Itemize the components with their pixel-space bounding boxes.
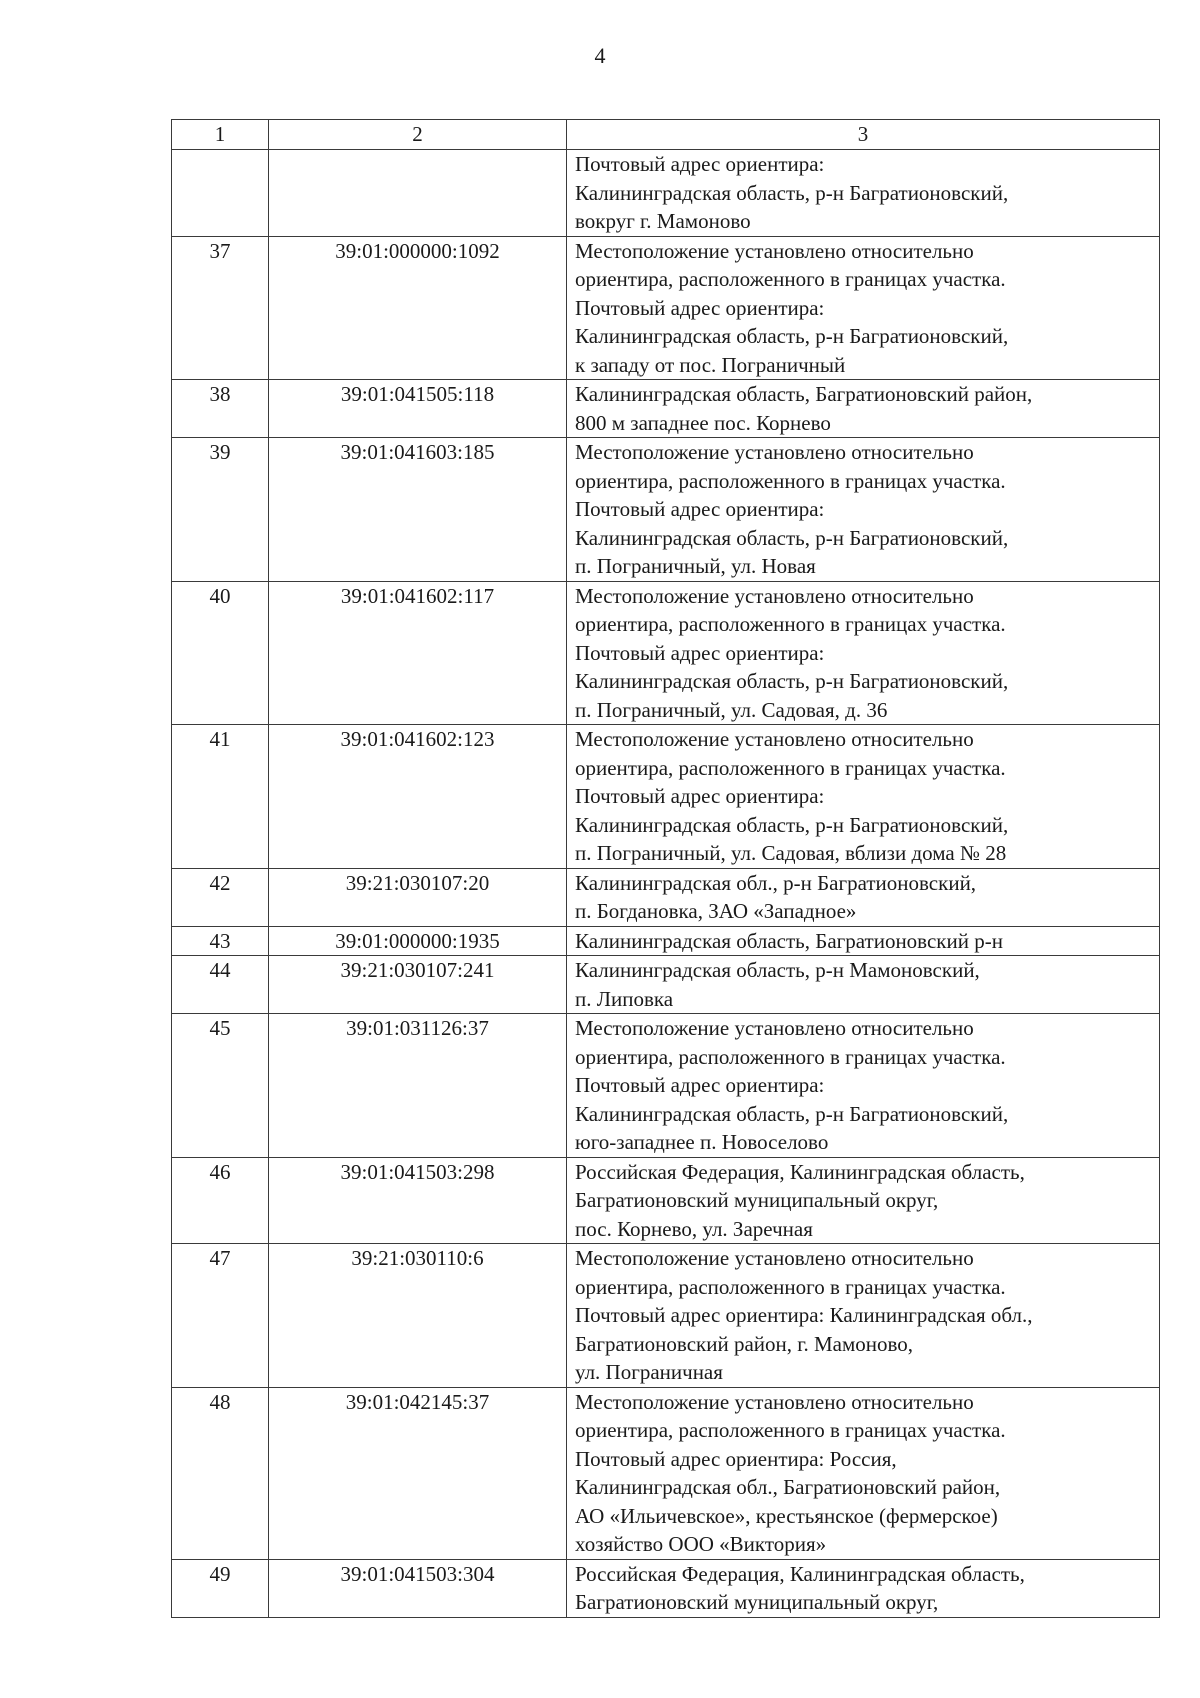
address-cell bbox=[567, 438, 1160, 582]
cadastral-number-cell: 39:01:000000:1935 bbox=[269, 926, 567, 956]
address-line: ул. Пограничная bbox=[575, 1360, 723, 1384]
cadastral-number-cell: 39:01:041603:185 bbox=[269, 438, 567, 582]
address-line: п. Богдановка, ЗАО «Западное» bbox=[575, 899, 857, 923]
address-line: хозяйство ООО «Виктория» bbox=[575, 1532, 827, 1556]
address-cell bbox=[567, 956, 1160, 1014]
cadastral-number-cell: 39:01:031126:37 bbox=[269, 1014, 567, 1158]
address-line: Российская Федерация, Калининградская область, bbox=[575, 1561, 1025, 1586]
row-number-cell bbox=[172, 150, 269, 237]
row-number-cell: 43 bbox=[172, 926, 269, 956]
address-line: к западу от пос. Пограничный bbox=[575, 352, 846, 377]
address-cell bbox=[567, 1244, 1160, 1388]
table-row bbox=[172, 1014, 1160, 1158]
table-row bbox=[172, 236, 1160, 380]
address-line: ориентира, расположенного в границах участка. bbox=[575, 755, 1006, 780]
address-line: вокруг г. Мамоново bbox=[575, 209, 751, 233]
address-line: Почтовый адрес ориентира: Россия, bbox=[575, 1446, 897, 1471]
address-line: ориентира, расположенного в границах участка. bbox=[575, 1044, 1006, 1069]
address-line: Местоположение установлено относительно bbox=[575, 440, 974, 464]
address-line: Калининградская обл., Багратионовский район, bbox=[575, 1475, 1001, 1499]
cadastral-number-cell: 39:01:041503:304 bbox=[269, 1559, 567, 1617]
address-line: Калининградская область, р-н Багратионовский, bbox=[575, 324, 1009, 348]
cadastral-number-cell: 39:01:000000:1092 bbox=[269, 236, 567, 380]
address-line: Почтовый адрес ориентира: bbox=[575, 640, 825, 665]
table-row bbox=[172, 1244, 1160, 1388]
table-row bbox=[172, 581, 1160, 725]
address-line: Калининградская область, р-н Багратионовский, bbox=[575, 180, 1009, 205]
cadastral-number-cell bbox=[269, 150, 567, 237]
address-line: ориентира, расположенного в границах участка. bbox=[575, 267, 1006, 291]
row-number-cell: 45 bbox=[172, 1014, 269, 1158]
address-line: Местоположение установлено относительно bbox=[575, 1389, 974, 1414]
address-line: АО «Ильичевское», крестьянское (фермерское) bbox=[575, 1503, 998, 1528]
address-line: Калининградская область, р-н Мамоновский, bbox=[575, 958, 980, 982]
row-number-cell: 38 bbox=[172, 380, 269, 438]
cadastral-number-cell: 39:01:041505:118 bbox=[269, 380, 567, 438]
land-plots-table bbox=[171, 119, 1160, 1618]
address-line: Российская Федерация, Калининградская область, bbox=[575, 1159, 1025, 1184]
table-row bbox=[172, 956, 1160, 1014]
address-line: Багратионовский муниципальный округ, bbox=[575, 1188, 939, 1212]
address-line: Почтовый адрес ориентира: bbox=[575, 295, 825, 320]
row-number-cell: 48 bbox=[172, 1387, 269, 1559]
row-number-cell: 42 bbox=[172, 868, 269, 926]
row-number-cell: 46 bbox=[172, 1157, 269, 1244]
address-line: п. Пограничный, ул. Садовая, д. 36 bbox=[575, 697, 888, 722]
address-line: Калининградская область, р-н Багратионовский, bbox=[575, 525, 1009, 550]
cadastral-number-cell: 39:01:041503:298 bbox=[269, 1157, 567, 1244]
address-line: юго-западнее п. Новоселово bbox=[575, 1130, 829, 1154]
column-header-address: 3 bbox=[567, 120, 1160, 150]
address-line: Почтовый адрес ориентира: bbox=[575, 497, 825, 521]
address-line: Калининградская область, р-н Багратионовский, bbox=[575, 1101, 1009, 1126]
address-line: 800 м западнее пос. Корнево bbox=[575, 410, 831, 435]
row-number-cell: 40 bbox=[172, 581, 269, 725]
address-line: Калининградская область, Багратионовский район, bbox=[575, 382, 1033, 406]
address-cell bbox=[567, 725, 1160, 869]
address-cell bbox=[567, 1387, 1160, 1559]
address-line: Калининградская область, Багратионовский р-н bbox=[575, 928, 1003, 953]
address-cell bbox=[567, 380, 1160, 438]
table-row bbox=[172, 1559, 1160, 1617]
address-line: Почтовый адрес ориентира: bbox=[575, 784, 825, 808]
address-line: Почтовый адрес ориентира: bbox=[575, 152, 825, 176]
page-number: 4 bbox=[594, 43, 606, 68]
address-cell bbox=[567, 581, 1160, 725]
address-line: п. Пограничный, ул. Садовая, вблизи дома № 28 bbox=[575, 841, 1007, 865]
address-line: Почтовый адрес ориентира: bbox=[575, 1073, 825, 1097]
row-number-cell: 41 bbox=[172, 725, 269, 869]
address-line: Местоположение установлено относительно bbox=[575, 727, 974, 751]
address-line: п. Пограничный, ул. Новая bbox=[575, 554, 816, 578]
address-cell bbox=[567, 1559, 1160, 1617]
address-line: п. Липовка bbox=[575, 986, 674, 1011]
cadastral-number-cell: 39:01:041602:123 bbox=[269, 725, 567, 869]
row-number-cell: 39 bbox=[172, 438, 269, 582]
address-line: ориентира, расположенного в границах участка. bbox=[575, 1274, 1006, 1299]
table-row bbox=[172, 725, 1160, 869]
table-header-row bbox=[172, 120, 1160, 150]
address-line: Калининградская область, р-н Багратионовский, bbox=[575, 669, 1009, 693]
column-header-cadastral: 2 bbox=[269, 120, 567, 150]
address-line: ориентира, расположенного в границах участка. bbox=[575, 1418, 1006, 1442]
address-cell bbox=[567, 1014, 1160, 1158]
table-row bbox=[172, 1157, 1160, 1244]
cadastral-number-cell: 39:21:030107:20 bbox=[269, 868, 567, 926]
address-line: Калининградская область, р-н Багратионовский, bbox=[575, 812, 1009, 837]
cadastral-number-cell: 39:01:042145:37 bbox=[269, 1387, 567, 1559]
table-body bbox=[172, 150, 1160, 1618]
table-row bbox=[172, 926, 1160, 956]
table-row bbox=[172, 868, 1160, 926]
address-cell bbox=[567, 150, 1160, 237]
address-cell bbox=[567, 868, 1160, 926]
row-number-cell: 37 bbox=[172, 236, 269, 380]
cadastral-number-cell: 39:01:041602:117 bbox=[269, 581, 567, 725]
address-line: Местоположение установлено относительно bbox=[575, 238, 974, 263]
row-number-cell: 44 bbox=[172, 956, 269, 1014]
address-cell bbox=[567, 236, 1160, 380]
column-header-number: 1 bbox=[172, 120, 269, 150]
table-row bbox=[172, 1387, 1160, 1559]
cadastral-number-cell: 39:21:030110:6 bbox=[269, 1244, 567, 1388]
address-line: ориентира, расположенного в границах участка. bbox=[575, 468, 1006, 493]
address-line: Калининградская обл., р-н Багратионовский, bbox=[575, 870, 977, 895]
address-line: Местоположение установлено относительно bbox=[575, 1246, 974, 1270]
address-line: Местоположение установлено относительно bbox=[575, 1016, 974, 1040]
table-row bbox=[172, 150, 1160, 237]
table-row bbox=[172, 380, 1160, 438]
address-line: Багратионовский муниципальный округ, bbox=[575, 1590, 939, 1614]
row-number-cell: 49 bbox=[172, 1559, 269, 1617]
cadastral-number-cell: 39:21:030107:241 bbox=[269, 956, 567, 1014]
row-number-cell: 47 bbox=[172, 1244, 269, 1388]
address-line: Почтовый адрес ориентира: Калининградская обл., bbox=[575, 1303, 1033, 1327]
table-row bbox=[172, 438, 1160, 582]
address-line: пос. Корнево, ул. Заречная bbox=[575, 1216, 813, 1241]
address-line: ориентира, расположенного в границах участка. bbox=[575, 612, 1006, 636]
address-line: Местоположение установлено относительно bbox=[575, 583, 974, 608]
address-cell bbox=[567, 926, 1160, 956]
address-cell bbox=[567, 1157, 1160, 1244]
address-line: Багратионовский район, г. Мамоново, bbox=[575, 1331, 914, 1356]
